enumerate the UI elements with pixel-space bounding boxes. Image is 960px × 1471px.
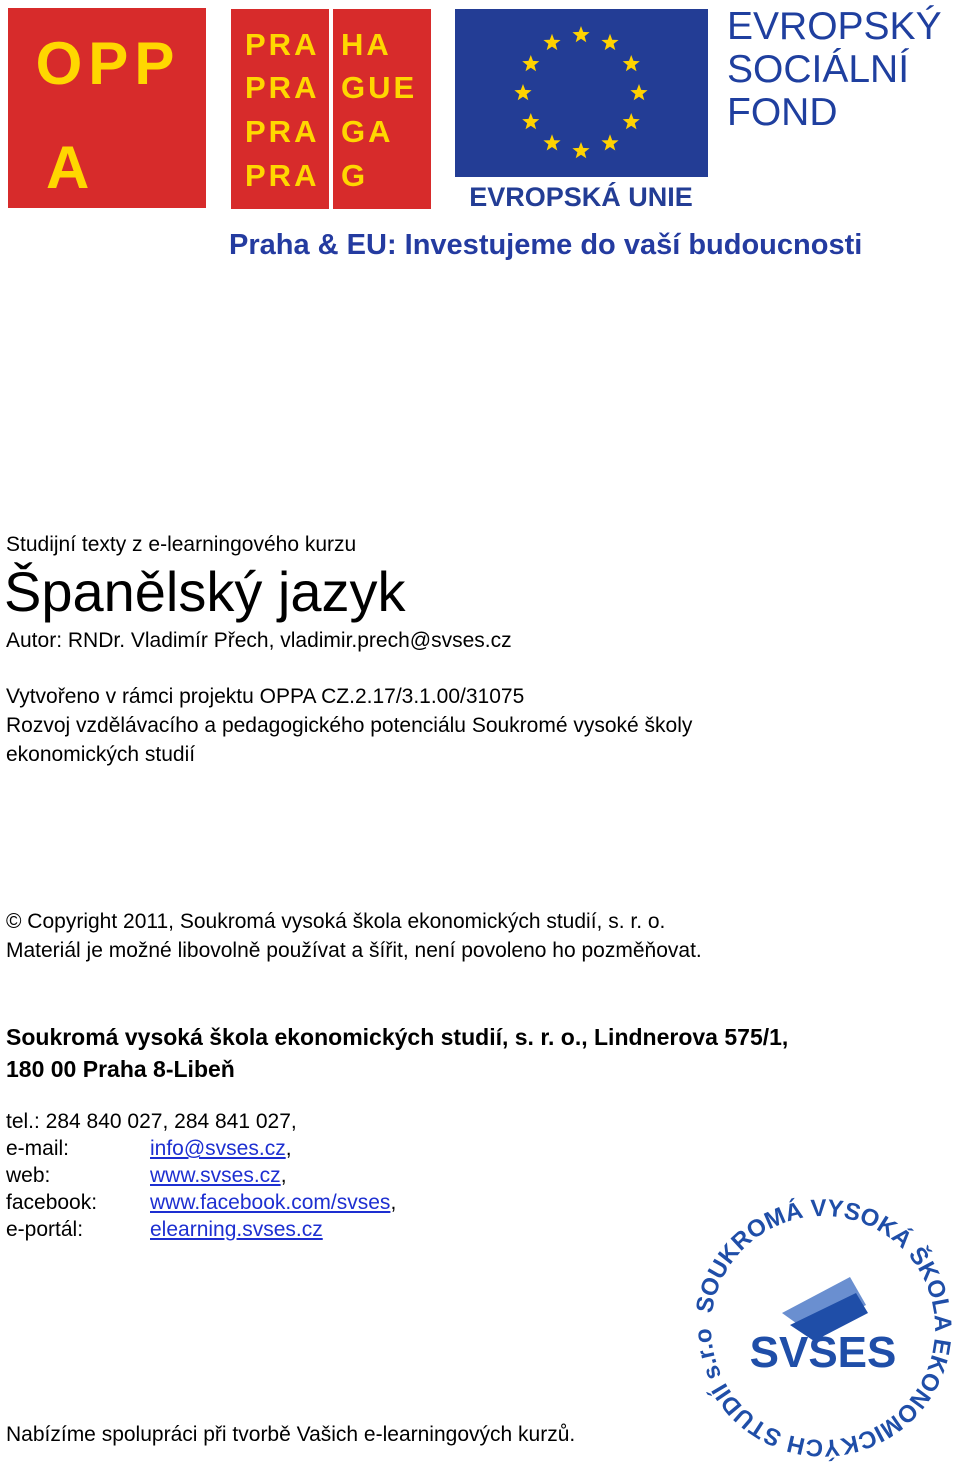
- svses-ring-text: SOUKROMÁ VYSOKÁ ŠKOLA EKONOMICKÝCH STUDIÍ s.r.o: [690, 1195, 956, 1462]
- praha-logo: [231, 9, 431, 209]
- project-line-1: Vytvořeno v rámci projektu OPPA CZ.2.17/3.1.00/31075: [6, 685, 525, 708]
- contact-row-web: [6, 1162, 396, 1189]
- contact-row-facebook: [6, 1189, 396, 1216]
- svses-wordmark: SVSES: [749, 1328, 897, 1377]
- tel-line: tel.: 284 840 027, 284 841 027,: [6, 1110, 297, 1133]
- facebook-suffix: ,: [390, 1191, 397, 1214]
- contact-block: [6, 1108, 396, 1243]
- esf-title: [727, 5, 942, 134]
- svses-logo: [690, 1195, 956, 1463]
- web-label: web:: [6, 1164, 51, 1187]
- oppa-letter-a: A: [46, 134, 90, 201]
- email-link[interactable]: info@svses.cz: [150, 1137, 286, 1160]
- eportal-label: e-portál:: [6, 1218, 84, 1241]
- slogan: Praha & EU: Investujeme do vaší budoucnosti: [229, 229, 863, 261]
- eu-label: EVROPSKÁ UNIE: [469, 182, 693, 209]
- project-line-3: ekonomických studií: [6, 743, 196, 766]
- page-title: Španělský jazyk: [4, 560, 406, 623]
- subtitle: Studijní texty z e-learningového kurzu: [6, 533, 357, 556]
- web-suffix: ,: [280, 1164, 287, 1187]
- oppa-letters: OPP: [35, 30, 181, 97]
- facebook-label: facebook:: [6, 1191, 98, 1214]
- contact-row-email: [6, 1135, 396, 1162]
- svg-text:PRA: PRA: [245, 70, 320, 105]
- svg-text:PRA: PRA: [245, 114, 320, 149]
- svg-text:HA: HA: [341, 27, 392, 62]
- svg-text:PRA: PRA: [245, 27, 320, 62]
- email-suffix: ,: [285, 1137, 292, 1160]
- oppa-logo: [8, 8, 206, 208]
- footer-note: Nabízíme spolupráci při tvorbě Vašich e-learningových kurzů.: [6, 1423, 576, 1446]
- copyright-line: © Copyright 2011, Soukromá vysoká škola ekonomických studií, s. r. o.: [6, 910, 666, 933]
- svg-text:G: G: [341, 158, 369, 193]
- web-link[interactable]: www.svses.cz: [150, 1164, 281, 1187]
- svg-text:GUE: GUE: [341, 70, 418, 105]
- project-line-2: Rozvoj vzdělávacího a pedagogického potenciálu Soukromé vysoké školy: [6, 714, 693, 737]
- facebook-link[interactable]: www.facebook.com/svses: [150, 1191, 391, 1214]
- eportal-link[interactable]: elearning.svses.cz: [150, 1218, 323, 1241]
- eu-flag: [455, 9, 708, 209]
- contact-row-eportal: [6, 1216, 396, 1243]
- esf-line-3: FOND: [727, 91, 838, 134]
- esf-line-1: EVROPSKÝ: [727, 5, 942, 48]
- address-line-2: 180 00 Praha 8-Libeň: [6, 1056, 235, 1082]
- esf-line-2: SOCIÁLNÍ: [727, 48, 910, 91]
- license-line: Materiál je možné libovolně používat a šířit, není povoleno ho pozměňovat.: [6, 939, 702, 962]
- author-line: Autor: RNDr. Vladimír Přech, vladimir.prech@svses.cz: [6, 629, 512, 652]
- email-label: e-mail:: [6, 1137, 70, 1160]
- svg-text:PRA: PRA: [245, 158, 320, 193]
- svg-text:GA: GA: [341, 114, 394, 149]
- address-line-1: Soukromá vysoká škola ekonomických studií, s. r. o., Lindnerova 575/1,: [6, 1024, 789, 1050]
